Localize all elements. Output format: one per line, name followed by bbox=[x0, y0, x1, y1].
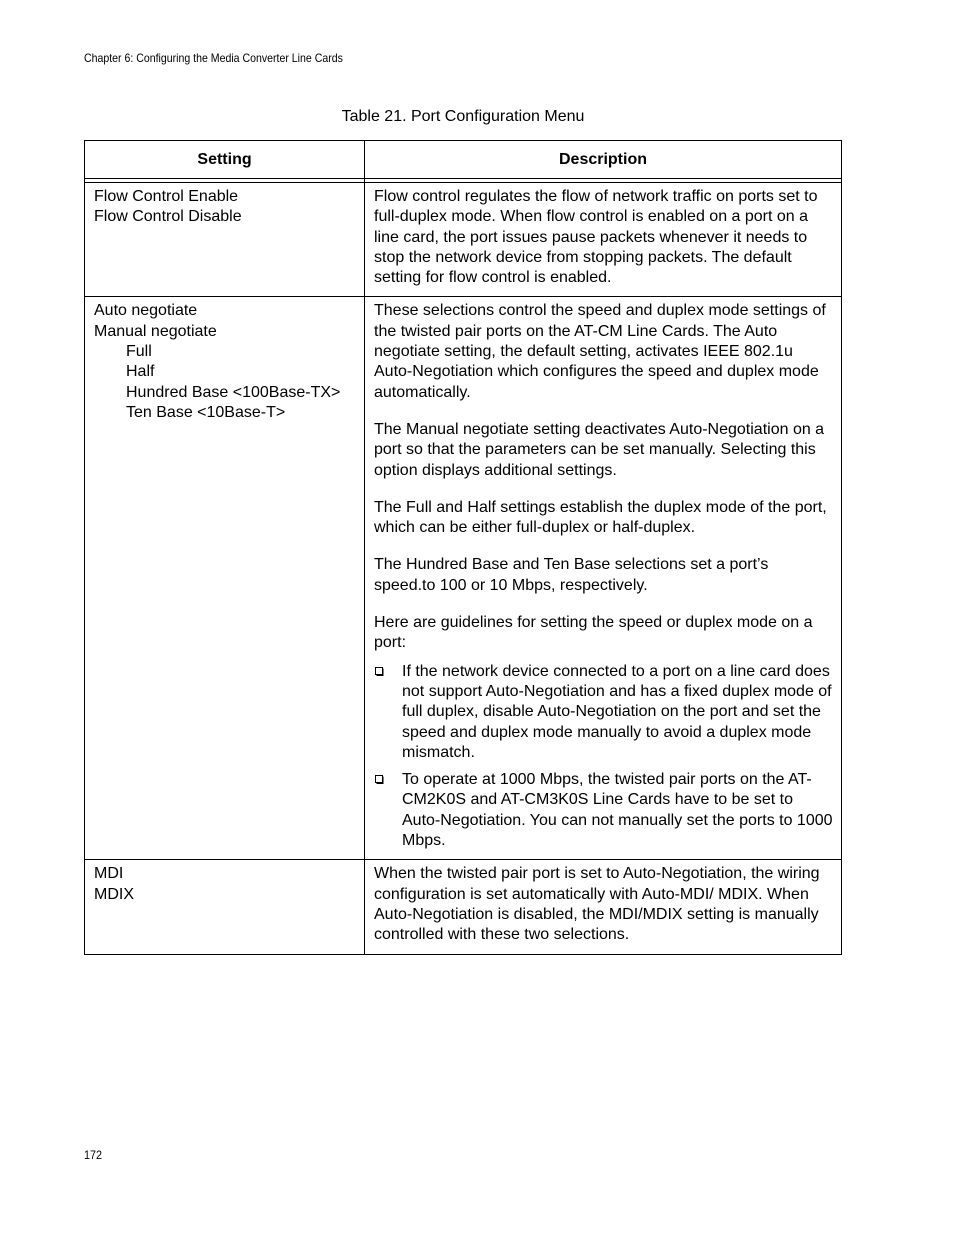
column-header-setting: Setting bbox=[85, 141, 365, 179]
setting-cell bbox=[85, 860, 365, 954]
table-caption: Table 21. Port Configuration Menu bbox=[341, 108, 585, 125]
description-paragraph: Here are guidelines for setting the speed or duplex mode on a port: bbox=[374, 614, 813, 652]
description-paragraph: The Hundred Base and Ten Base selections set a port’s speed.to 100 or 10 Mbps, respectively. bbox=[374, 556, 769, 594]
description-cell bbox=[365, 297, 842, 860]
setting-suboption: Full bbox=[126, 343, 152, 361]
description-paragraph: The Full and Half settings establish the duplex mode of the port, which can be either full-duplex or half-duplex. bbox=[374, 498, 827, 537]
checkbox-bullet-icon bbox=[375, 667, 384, 676]
page-number: 172 bbox=[84, 1148, 103, 1162]
setting-suboption: Half bbox=[126, 363, 155, 381]
guideline-text: If the network device connected to a port on a line card does not support Auto-Negotiation and has a fixed duplex mode of full duplex, disable Auto-Negotiation on the port and set the speed and duplex mode manually to avoid a duplex mode mismatch. bbox=[402, 662, 832, 761]
running-header: Chapter 6: Configuring the Media Converter Line Cards bbox=[84, 51, 343, 65]
description-cell bbox=[365, 183, 842, 297]
setting-option: Flow Control Disable bbox=[94, 208, 242, 226]
description-paragraph: When the twisted pair port is set to Auto-Negotiation, the wiring configuration is set automatically with Auto-MDI/ MDIX. When Auto-Negotiation is disabled, the MDI/MDIX setting is manually controlled with these two selections. bbox=[374, 865, 820, 944]
guideline-text: To operate at 1000 Mbps, the twisted pair ports on the AT-CM2K0S and AT-CM3K0S Line Cards have to be set to Auto-Negotiation. You can not manually set the ports to 1000 Mbps. bbox=[402, 771, 833, 850]
table-row bbox=[85, 860, 842, 954]
setting-option: Manual negotiate bbox=[94, 322, 217, 340]
setting-suboption: Hundred Base <100Base-TX> bbox=[126, 383, 341, 401]
description-paragraph: The Manual negotiate setting deactivates Auto-Negotiation on a port so that the parameters can be set manually. Selecting this option displays additional settings. bbox=[374, 420, 825, 479]
column-header-description: Description bbox=[365, 141, 842, 179]
guideline-item bbox=[374, 662, 833, 763]
description-paragraph: These selections control the speed and duplex mode settings of the twisted pair ports on the AT-CM Line Cards. The Auto negotiate setting, the default setting, activates IEEE 802.1u Auto-Negotiation which configures the speed and duplex mode automatically. bbox=[374, 302, 826, 401]
guideline-item bbox=[374, 770, 833, 851]
table-row bbox=[85, 183, 842, 297]
setting-cell bbox=[85, 297, 365, 860]
table-row bbox=[85, 297, 842, 860]
description-cell bbox=[365, 860, 842, 954]
setting-option: Flow Control Enable bbox=[94, 188, 239, 205]
table-header-row bbox=[85, 141, 842, 179]
setting-option: MDI bbox=[94, 865, 124, 883]
description-paragraph: Flow control regulates the flow of network traffic on ports set to full-duplex mode. When flow control is enabled on a port on a line card, the port issues pause packets whenever it needs to stop the network device from stopping packets. The default setting for flow control is enabled. bbox=[374, 188, 818, 287]
setting-suboption: Ten Base <10Base-T> bbox=[126, 403, 286, 421]
setting-option: Auto negotiate bbox=[94, 302, 198, 320]
port-configuration-table bbox=[84, 140, 842, 955]
guideline-list bbox=[374, 662, 833, 852]
table-body bbox=[85, 179, 842, 955]
checkbox-bullet-icon bbox=[375, 775, 384, 784]
setting-cell bbox=[85, 183, 365, 297]
setting-option: MDIX bbox=[94, 885, 134, 903]
